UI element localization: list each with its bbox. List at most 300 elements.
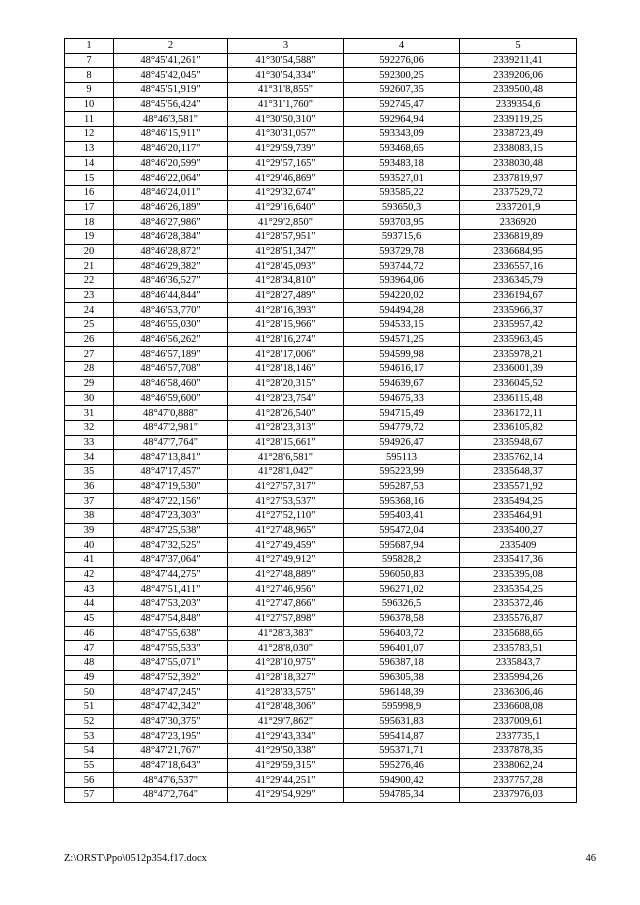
table-cell-col-3: 41°28'1,042" xyxy=(228,464,344,479)
table-cell-col-2: 48°47'23,303" xyxy=(114,509,228,524)
table-cell-col-2: 48°45'56,424" xyxy=(114,97,228,112)
table-cell-col-5: 2337529,72 xyxy=(460,185,577,200)
table-row xyxy=(65,420,577,435)
table-cell-col-2: 48°47'6,537" xyxy=(114,773,228,788)
table-row xyxy=(65,83,577,98)
table-cell-col-5: 2336045,52 xyxy=(460,376,577,391)
table-cell-col-4: 595368,16 xyxy=(344,494,460,509)
table-cell-col-5: 2335994,26 xyxy=(460,670,577,685)
table-cell-col-4: 594571,25 xyxy=(344,332,460,347)
table-cell-col-3: 41°28'8,030" xyxy=(228,641,344,656)
table-cell-col-2: 48°47'51,411" xyxy=(114,582,228,597)
table-cell-col-1: 51 xyxy=(65,699,114,714)
table-cell-col-3: 41°31'8,855" xyxy=(228,83,344,98)
table-cell-col-3: 41°28'10,975" xyxy=(228,655,344,670)
table-row xyxy=(65,582,577,597)
table-cell-col-1: 53 xyxy=(65,729,114,744)
table-cell-col-5: 2339500,48 xyxy=(460,83,577,98)
table-cell-col-1: 36 xyxy=(65,479,114,494)
table-cell-col-1: 45 xyxy=(65,611,114,626)
table-cell-col-5: 2335783,51 xyxy=(460,641,577,656)
table-cell-col-3: 41°29'44,251" xyxy=(228,773,344,788)
table-cell-col-4: 593585,22 xyxy=(344,185,460,200)
table-row xyxy=(65,332,577,347)
table-cell-col-4: 593964,06 xyxy=(344,274,460,289)
table-cell-col-5: 2337878,35 xyxy=(460,744,577,759)
table-cell-col-4: 594533,15 xyxy=(344,318,460,333)
table-cell-col-5: 2339119,25 xyxy=(460,112,577,127)
table-cell-col-4: 593729,78 xyxy=(344,244,460,259)
table-row xyxy=(65,744,577,759)
table-cell-col-2: 48°46'3,581" xyxy=(114,112,228,127)
table-row xyxy=(65,53,577,68)
table-cell-col-5: 2337757,28 xyxy=(460,773,577,788)
table-cell-col-5: 2336557,16 xyxy=(460,259,577,274)
table-cell-col-5: 2336105,82 xyxy=(460,420,577,435)
table-cell-col-5: 2338723,49 xyxy=(460,127,577,142)
table-cell-col-1: 13 xyxy=(65,141,114,156)
table-cell-col-4: 595472,04 xyxy=(344,523,460,538)
table-row xyxy=(65,553,577,568)
table-cell-col-3: 41°27'49,459" xyxy=(228,538,344,553)
table-cell-col-4: 593744,72 xyxy=(344,259,460,274)
table-cell-col-5: 2338062,24 xyxy=(460,758,577,773)
table-row xyxy=(65,788,577,803)
footer-page-number: 46 xyxy=(585,853,596,864)
table-cell-col-5: 2336608,08 xyxy=(460,699,577,714)
table-cell-col-4: 593703,95 xyxy=(344,215,460,230)
table-cell-col-1: 15 xyxy=(65,171,114,186)
table-cell-col-5: 2335963,45 xyxy=(460,332,577,347)
table-cell-col-2: 48°47'25,538" xyxy=(114,523,228,538)
table-cell-col-2: 48°47'0,888" xyxy=(114,406,228,421)
table-cell-col-2: 48°47'47,245" xyxy=(114,685,228,700)
table-cell-col-5: 2336920 xyxy=(460,215,577,230)
table-cell-col-3: 41°28'18,146" xyxy=(228,362,344,377)
table-cell-col-4: 595998,9 xyxy=(344,699,460,714)
table-row xyxy=(65,406,577,421)
table-cell-col-3: 41°27'57,898" xyxy=(228,611,344,626)
table-cell-col-4: 595828,2 xyxy=(344,553,460,568)
table-row xyxy=(65,215,577,230)
table-row xyxy=(65,758,577,773)
table-row xyxy=(65,347,577,362)
table-cell-col-1: 32 xyxy=(65,420,114,435)
table-cell-col-3: 41°29'7,862" xyxy=(228,714,344,729)
table-cell-col-1: 47 xyxy=(65,641,114,656)
table-cell-col-4: 596378,58 xyxy=(344,611,460,626)
table-cell-col-4: 595287,53 xyxy=(344,479,460,494)
table-cell-col-2: 48°47'37,064" xyxy=(114,553,228,568)
table-cell-col-5: 2335464,91 xyxy=(460,509,577,524)
table-cell-col-5: 2337201,9 xyxy=(460,200,577,215)
table-cell-col-4: 594494,28 xyxy=(344,303,460,318)
table-cell-col-3: 41°29'16,640" xyxy=(228,200,344,215)
table-cell-col-3: 41°29'46,869" xyxy=(228,171,344,186)
table-cell-col-4: 596387,18 xyxy=(344,655,460,670)
table-cell-col-5: 2338083,15 xyxy=(460,141,577,156)
table-row xyxy=(65,655,577,670)
table-cell-col-1: 12 xyxy=(65,127,114,142)
table-cell-col-5: 2335400,27 xyxy=(460,523,577,538)
table-cell-col-2: 48°46'26,189" xyxy=(114,200,228,215)
table-row xyxy=(65,68,577,83)
table-cell-col-4: 594675,33 xyxy=(344,391,460,406)
table-cell-col-4: 595687,94 xyxy=(344,538,460,553)
table-row xyxy=(65,538,577,553)
table-cell-col-5: 2336172,11 xyxy=(460,406,577,421)
table-cell-col-3: 41°27'57,317" xyxy=(228,479,344,494)
table-row xyxy=(65,773,577,788)
table-row xyxy=(65,494,577,509)
table-cell-col-1: 39 xyxy=(65,523,114,538)
table-cell-col-2: 48°46'56,262" xyxy=(114,332,228,347)
table-cell-col-1: 52 xyxy=(65,714,114,729)
table-cell-col-1: 49 xyxy=(65,670,114,685)
table-cell-col-1: 9 xyxy=(65,83,114,98)
table-cell-col-2: 48°47'44,275" xyxy=(114,567,228,582)
table-cell-col-3: 41°28'34,810" xyxy=(228,274,344,289)
table-cell-col-1: 18 xyxy=(65,215,114,230)
table-cell-col-1: 56 xyxy=(65,773,114,788)
table-cell-col-2: 48°47'32,525" xyxy=(114,538,228,553)
table-cell-col-5: 2335843,7 xyxy=(460,655,577,670)
table-cell-col-2: 48°46'22,064" xyxy=(114,171,228,186)
table-cell-col-4: 595276,46 xyxy=(344,758,460,773)
table-cell-col-1: 7 xyxy=(65,53,114,68)
table-cell-col-1: 14 xyxy=(65,156,114,171)
table-cell-col-1: 55 xyxy=(65,758,114,773)
table-cell-col-5: 2336819,89 xyxy=(460,229,577,244)
table-cell-col-2: 48°46'55,030" xyxy=(114,318,228,333)
table-cell-col-3: 41°28'3,383" xyxy=(228,626,344,641)
table-cell-col-2: 48°46'53,770" xyxy=(114,303,228,318)
table-row xyxy=(65,699,577,714)
table-cell-col-5: 2337009,61 xyxy=(460,714,577,729)
table-cell-col-1: 37 xyxy=(65,494,114,509)
table-row xyxy=(65,670,577,685)
table-cell-col-5: 2335762,14 xyxy=(460,450,577,465)
table-cell-col-1: 8 xyxy=(65,68,114,83)
table-cell-col-3: 41°28'17,006" xyxy=(228,347,344,362)
table-cell-col-5: 2335409 xyxy=(460,538,577,553)
table-row xyxy=(65,318,577,333)
table-cell-col-3: 41°29'59,315" xyxy=(228,758,344,773)
table-row xyxy=(65,464,577,479)
coordinates-table xyxy=(64,38,577,803)
table-cell-col-1: 38 xyxy=(65,509,114,524)
table-cell-col-1: 23 xyxy=(65,288,114,303)
table-cell-col-2: 48°46'58,460" xyxy=(114,376,228,391)
table-cell-col-2: 48°47'54,848" xyxy=(114,611,228,626)
table-cell-col-4: 594785,34 xyxy=(344,788,460,803)
table-cell-col-5: 2335978,21 xyxy=(460,347,577,362)
table-cell-col-1: 30 xyxy=(65,391,114,406)
table-cell-col-2: 48°47'2,764" xyxy=(114,788,228,803)
table-row xyxy=(65,156,577,171)
table-cell-col-2: 48°46'57,708" xyxy=(114,362,228,377)
table-cell-col-1: 11 xyxy=(65,112,114,127)
table-cell-col-1: 46 xyxy=(65,626,114,641)
table-cell-col-2: 48°47'17,457" xyxy=(114,464,228,479)
table-cell-col-5: 2336306,46 xyxy=(460,685,577,700)
table-cell-col-2: 48°46'29,382" xyxy=(114,259,228,274)
table-row xyxy=(65,97,577,112)
table-cell-col-5: 2335576,87 xyxy=(460,611,577,626)
table-cell-col-2: 48°46'15,911" xyxy=(114,127,228,142)
column-header-5: 5 xyxy=(460,39,577,54)
table-cell-col-4: 594616,17 xyxy=(344,362,460,377)
table-cell-col-1: 17 xyxy=(65,200,114,215)
table-row xyxy=(65,141,577,156)
table-cell-col-1: 28 xyxy=(65,362,114,377)
table-row xyxy=(65,597,577,612)
table-cell-col-5: 2335494,25 xyxy=(460,494,577,509)
table-cell-col-4: 594779,72 xyxy=(344,420,460,435)
table-cell-col-5: 2335966,37 xyxy=(460,303,577,318)
table-cell-col-1: 48 xyxy=(65,655,114,670)
table-cell-col-1: 21 xyxy=(65,259,114,274)
table-cell-col-2: 48°47'21,767" xyxy=(114,744,228,759)
table-cell-col-3: 41°27'48,889" xyxy=(228,567,344,582)
table-cell-col-5: 2335372,46 xyxy=(460,597,577,612)
table-cell-col-3: 41°28'27,489" xyxy=(228,288,344,303)
table-cell-col-1: 10 xyxy=(65,97,114,112)
table-cell-col-4: 596326,5 xyxy=(344,597,460,612)
table-row xyxy=(65,274,577,289)
table-cell-col-3: 41°27'49,912" xyxy=(228,553,344,568)
table-cell-col-3: 41°28'33,575" xyxy=(228,685,344,700)
table-cell-col-3: 41°31'1,760" xyxy=(228,97,344,112)
table-cell-col-5: 2337735,1 xyxy=(460,729,577,744)
table-cell-col-5: 2336684,95 xyxy=(460,244,577,259)
table-cell-col-5: 2335688,65 xyxy=(460,626,577,641)
table-cell-col-4: 595371,71 xyxy=(344,744,460,759)
table-cell-col-4: 596271,02 xyxy=(344,582,460,597)
table-cell-col-5: 2339354,6 xyxy=(460,97,577,112)
table-cell-col-3: 41°27'52,110" xyxy=(228,509,344,524)
table-cell-col-2: 48°47'42,342" xyxy=(114,699,228,714)
table-cell-col-5: 2335354,25 xyxy=(460,582,577,597)
column-header-2: 2 xyxy=(114,39,228,54)
table-cell-col-2: 48°47'22,156" xyxy=(114,494,228,509)
table-cell-col-3: 41°29'57,165" xyxy=(228,156,344,171)
table-cell-col-5: 2335571,92 xyxy=(460,479,577,494)
table-cell-col-4: 593715,6 xyxy=(344,229,460,244)
column-header-1: 1 xyxy=(65,39,114,54)
table-cell-col-2: 48°47'13,841" xyxy=(114,450,228,465)
table-cell-col-3: 41°28'23,754" xyxy=(228,391,344,406)
table-cell-col-3: 41°30'54,588" xyxy=(228,53,344,68)
table-cell-col-2: 48°47'53,203" xyxy=(114,597,228,612)
table-cell-col-1: 16 xyxy=(65,185,114,200)
table-cell-col-3: 41°29'32,674" xyxy=(228,185,344,200)
table-cell-col-4: 594926,47 xyxy=(344,435,460,450)
table-cell-col-1: 25 xyxy=(65,318,114,333)
table-row xyxy=(65,171,577,186)
table-cell-col-4: 593650,3 xyxy=(344,200,460,215)
table-row xyxy=(65,244,577,259)
table-cell-col-3: 41°28'26,540" xyxy=(228,406,344,421)
table-cell-col-1: 26 xyxy=(65,332,114,347)
table-cell-col-1: 42 xyxy=(65,567,114,582)
table-row xyxy=(65,259,577,274)
table-cell-col-4: 594900,42 xyxy=(344,773,460,788)
table-cell-col-2: 48°47'52,392" xyxy=(114,670,228,685)
table-row xyxy=(65,303,577,318)
table-cell-col-2: 48°46'44,844" xyxy=(114,288,228,303)
table-row xyxy=(65,626,577,641)
table-cell-col-3: 41°28'51,347" xyxy=(228,244,344,259)
table-cell-col-4: 592745,47 xyxy=(344,97,460,112)
table-row xyxy=(65,391,577,406)
table-cell-col-1: 50 xyxy=(65,685,114,700)
table-cell-col-5: 2336194,67 xyxy=(460,288,577,303)
table-cell-col-3: 41°28'18,327" xyxy=(228,670,344,685)
table-cell-col-4: 595403,41 xyxy=(344,509,460,524)
table-cell-col-2: 48°45'41,261" xyxy=(114,53,228,68)
table-cell-col-4: 595223,99 xyxy=(344,464,460,479)
table-row xyxy=(65,479,577,494)
table-cell-col-5: 2339211,41 xyxy=(460,53,577,68)
table-cell-col-4: 593343,09 xyxy=(344,127,460,142)
table-cell-col-2: 48°46'28,384" xyxy=(114,229,228,244)
table-row xyxy=(65,450,577,465)
table-cell-col-3: 41°27'47,866" xyxy=(228,597,344,612)
table-cell-col-1: 29 xyxy=(65,376,114,391)
column-header-4: 4 xyxy=(344,39,460,54)
table-row xyxy=(65,714,577,729)
table-cell-col-4: 594599,98 xyxy=(344,347,460,362)
table-row xyxy=(65,229,577,244)
column-header-3: 3 xyxy=(228,39,344,54)
table-cell-col-1: 57 xyxy=(65,788,114,803)
table-cell-col-2: 48°46'57,189" xyxy=(114,347,228,362)
table-row xyxy=(65,376,577,391)
table-cell-col-1: 34 xyxy=(65,450,114,465)
table-cell-col-4: 592276,06 xyxy=(344,53,460,68)
table-cell-col-4: 595113 xyxy=(344,450,460,465)
table-cell-col-4: 592964,94 xyxy=(344,112,460,127)
table-cell-col-5: 2336345,79 xyxy=(460,274,577,289)
table-cell-col-1: 22 xyxy=(65,274,114,289)
table-row xyxy=(65,641,577,656)
table-cell-col-2: 48°47'55,638" xyxy=(114,626,228,641)
table-body xyxy=(65,53,577,802)
table-cell-col-4: 593527,01 xyxy=(344,171,460,186)
table-cell-col-4: 595631,83 xyxy=(344,714,460,729)
table-cell-col-3: 41°28'16,274" xyxy=(228,332,344,347)
table-cell-col-4: 594715,49 xyxy=(344,406,460,421)
table-cell-col-1: 27 xyxy=(65,347,114,362)
table-cell-col-3: 41°28'15,966" xyxy=(228,318,344,333)
table-cell-col-5: 2337976,03 xyxy=(460,788,577,803)
table-cell-col-4: 596401,07 xyxy=(344,641,460,656)
table-cell-col-2: 48°46'27,986" xyxy=(114,215,228,230)
table-cell-col-2: 48°45'51,919" xyxy=(114,83,228,98)
table-cell-col-5: 2339206,06 xyxy=(460,68,577,83)
table-cell-col-2: 48°46'36,527" xyxy=(114,274,228,289)
table-cell-col-4: 592300,25 xyxy=(344,68,460,83)
table-cell-col-5: 2335417,36 xyxy=(460,553,577,568)
table-cell-col-3: 41°28'45,093" xyxy=(228,259,344,274)
table-cell-col-1: 33 xyxy=(65,435,114,450)
table-row xyxy=(65,523,577,538)
table-cell-col-2: 48°46'24,011" xyxy=(114,185,228,200)
table-cell-col-1: 40 xyxy=(65,538,114,553)
table-cell-col-2: 48°47'19,530" xyxy=(114,479,228,494)
table-cell-col-4: 596050,83 xyxy=(344,567,460,582)
table-cell-col-4: 592607,35 xyxy=(344,83,460,98)
table-cell-col-3: 41°27'48,965" xyxy=(228,523,344,538)
table-cell-col-5: 2335957,42 xyxy=(460,318,577,333)
table-row xyxy=(65,567,577,582)
table-cell-col-3: 41°30'31,057" xyxy=(228,127,344,142)
table-cell-col-5: 2335395,08 xyxy=(460,567,577,582)
table-cell-col-2: 48°47'2,981" xyxy=(114,420,228,435)
table-cell-col-5: 2336115,48 xyxy=(460,391,577,406)
table-row xyxy=(65,127,577,142)
table-cell-col-5: 2336001,39 xyxy=(460,362,577,377)
table-cell-col-3: 41°29'54,929" xyxy=(228,788,344,803)
table-cell-col-1: 20 xyxy=(65,244,114,259)
table-cell-col-3: 41°28'48,306" xyxy=(228,699,344,714)
table-cell-col-1: 24 xyxy=(65,303,114,318)
table-cell-col-1: 19 xyxy=(65,229,114,244)
table-cell-col-3: 41°28'23,313" xyxy=(228,420,344,435)
table-row xyxy=(65,288,577,303)
table-cell-col-3: 41°28'20,315" xyxy=(228,376,344,391)
table-cell-col-5: 2335948,67 xyxy=(460,435,577,450)
table-cell-col-2: 48°47'55,533" xyxy=(114,641,228,656)
table-cell-col-3: 41°28'6,581" xyxy=(228,450,344,465)
table-cell-col-3: 41°29'43,334" xyxy=(228,729,344,744)
table-row xyxy=(65,435,577,450)
table-cell-col-4: 596148,39 xyxy=(344,685,460,700)
table-cell-col-2: 48°47'55,071" xyxy=(114,655,228,670)
table-cell-col-3: 41°29'50,338" xyxy=(228,744,344,759)
table-cell-col-2: 48°46'28,872" xyxy=(114,244,228,259)
table-row xyxy=(65,509,577,524)
table-row xyxy=(65,112,577,127)
table-cell-col-1: 54 xyxy=(65,744,114,759)
table-cell-col-5: 2338030,48 xyxy=(460,156,577,171)
table-cell-col-1: 41 xyxy=(65,553,114,568)
table-row xyxy=(65,200,577,215)
table-cell-col-2: 48°45'42,045" xyxy=(114,68,228,83)
table-cell-col-4: 594220,02 xyxy=(344,288,460,303)
table-cell-col-5: 2337819,97 xyxy=(460,171,577,186)
table-cell-col-3: 41°28'16,393" xyxy=(228,303,344,318)
table-cell-col-1: 43 xyxy=(65,582,114,597)
table-cell-col-3: 41°30'50,310" xyxy=(228,112,344,127)
table-row xyxy=(65,362,577,377)
table-cell-col-3: 41°29'2,850" xyxy=(228,215,344,230)
table-cell-col-1: 31 xyxy=(65,406,114,421)
table-cell-col-4: 596305,38 xyxy=(344,670,460,685)
table-cell-col-4: 596403,72 xyxy=(344,626,460,641)
table-cell-col-3: 41°30'54,334" xyxy=(228,68,344,83)
table-cell-col-2: 48°46'20,117" xyxy=(114,141,228,156)
table-cell-col-2: 48°47'18,643" xyxy=(114,758,228,773)
table-row xyxy=(65,611,577,626)
table-cell-col-5: 2335648,37 xyxy=(460,464,577,479)
table-cell-col-4: 593468,65 xyxy=(344,141,460,156)
table-cell-col-2: 48°46'20,599" xyxy=(114,156,228,171)
table-cell-col-4: 594639,67 xyxy=(344,376,460,391)
table-cell-col-2: 48°46'59,600" xyxy=(114,391,228,406)
table-cell-col-2: 48°47'30,375" xyxy=(114,714,228,729)
